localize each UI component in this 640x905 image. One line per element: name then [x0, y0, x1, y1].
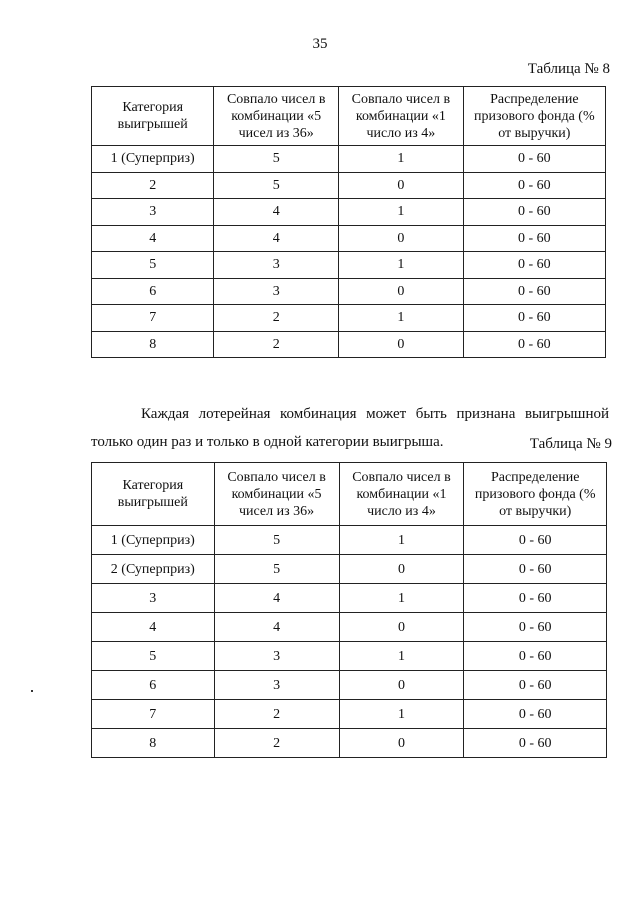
cell-prize-share: 0 - 60 — [464, 642, 607, 671]
cell-matches-1-of-4: 0 — [339, 555, 464, 584]
table-row — [92, 305, 606, 332]
cell-category: 6 — [92, 671, 215, 700]
table-row — [92, 172, 606, 199]
table-row — [92, 146, 606, 173]
prize-distribution-table-9 — [91, 462, 607, 758]
table-row — [92, 642, 607, 671]
cell-prize-share: 0 - 60 — [463, 252, 605, 279]
cell-matches-5-of-36: 2 — [214, 331, 339, 358]
cell-matches-5-of-36: 5 — [214, 555, 339, 584]
cell-matches-5-of-36: 3 — [214, 278, 339, 305]
cell-matches-5-of-36: 4 — [214, 199, 339, 226]
cell-category: 1 (Суперприз) — [92, 526, 215, 555]
cell-category: 7 — [92, 700, 215, 729]
cell-matches-5-of-36: 5 — [214, 146, 339, 173]
header-matches-5-of-36: Совпало чисел в комбинации «5 чисел из 36» — [214, 463, 339, 526]
table-row — [92, 555, 607, 584]
table-row — [92, 613, 607, 642]
table-row — [92, 700, 607, 729]
cell-matches-5-of-36: 5 — [214, 526, 339, 555]
table-row — [92, 526, 607, 555]
cell-prize-share: 0 - 60 — [463, 146, 605, 173]
header-category: Категория выигрышей — [92, 87, 214, 146]
cell-category: 3 — [92, 584, 215, 613]
cell-matches-1-of-4: 0 — [339, 172, 464, 199]
cell-matches-1-of-4: 0 — [339, 278, 464, 305]
cell-matches-1-of-4: 1 — [339, 199, 464, 226]
table-row — [92, 331, 606, 358]
header-matches-1-of-4: Совпало чисел в комбинации «1 число из 4» — [339, 87, 464, 146]
table-header-row — [92, 87, 606, 146]
cell-matches-5-of-36: 2 — [214, 729, 339, 758]
cell-matches-1-of-4: 0 — [339, 613, 464, 642]
cell-category: 7 — [92, 305, 214, 332]
cell-prize-share: 0 - 60 — [463, 305, 605, 332]
header-prize-fund-share: Распределение призового фонда (% от выручки) — [463, 87, 605, 146]
cell-matches-1-of-4: 1 — [339, 305, 464, 332]
cell-prize-share: 0 - 60 — [464, 700, 607, 729]
cell-matches-1-of-4: 0 — [339, 671, 464, 700]
cell-prize-share: 0 - 60 — [463, 172, 605, 199]
cell-matches-5-of-36: 4 — [214, 584, 339, 613]
cell-matches-5-of-36: 2 — [214, 700, 339, 729]
cell-matches-5-of-36: 4 — [214, 613, 339, 642]
cell-matches-1-of-4: 1 — [339, 700, 464, 729]
cell-category: 3 — [92, 199, 214, 226]
cell-prize-share: 0 - 60 — [464, 584, 607, 613]
cell-matches-5-of-36: 4 — [214, 225, 339, 252]
table-row — [92, 278, 606, 305]
cell-prize-share: 0 - 60 — [463, 199, 605, 226]
cell-category: 2 — [92, 172, 214, 199]
table-header-row — [92, 463, 607, 526]
cell-prize-share: 0 - 60 — [463, 225, 605, 252]
table-9-caption: Таблица № 9 — [529, 436, 612, 452]
cell-matches-1-of-4: 1 — [339, 252, 464, 279]
cell-category: 8 — [92, 331, 214, 358]
cell-matches-5-of-36: 3 — [214, 642, 339, 671]
table-row — [92, 225, 606, 252]
header-matches-5-of-36: Совпало чисел в комбинации «5 чисел из 36» — [214, 87, 339, 146]
table-8-caption: Таблица № 8 — [527, 61, 610, 77]
table-row — [92, 252, 606, 279]
cell-matches-5-of-36: 5 — [214, 172, 339, 199]
cell-matches-1-of-4: 1 — [339, 584, 464, 613]
page-number: 35 — [312, 36, 328, 52]
cell-prize-share: 0 - 60 — [464, 613, 607, 642]
cell-prize-share: 0 - 60 — [463, 331, 605, 358]
table-row — [92, 671, 607, 700]
cell-prize-share: 0 - 60 — [464, 671, 607, 700]
cell-category: 2 (Суперприз) — [92, 555, 215, 584]
cell-category: 5 — [92, 642, 215, 671]
cell-prize-share: 0 - 60 — [464, 526, 607, 555]
table-row — [92, 584, 607, 613]
scan-speck — [31, 690, 33, 692]
cell-category: 8 — [92, 729, 215, 758]
cell-prize-share: 0 - 60 — [464, 729, 607, 758]
cell-matches-5-of-36: 2 — [214, 305, 339, 332]
cell-prize-share: 0 - 60 — [463, 278, 605, 305]
header-category: Категория выигрышей — [92, 463, 215, 526]
prize-distribution-table-8 — [91, 86, 606, 358]
table-row — [92, 199, 606, 226]
header-prize-fund-share: Распределение призового фонда (% от выручки) — [464, 463, 607, 526]
cell-matches-1-of-4: 0 — [339, 225, 464, 252]
cell-matches-1-of-4: 1 — [339, 642, 464, 671]
cell-matches-5-of-36: 3 — [214, 252, 339, 279]
cell-category: 4 — [92, 225, 214, 252]
cell-category: 5 — [92, 252, 214, 279]
table-row — [92, 729, 607, 758]
cell-matches-5-of-36: 3 — [214, 671, 339, 700]
cell-category: 4 — [92, 613, 215, 642]
cell-matches-1-of-4: 0 — [339, 729, 464, 758]
cell-matches-1-of-4: 1 — [339, 146, 464, 173]
cell-matches-1-of-4: 1 — [339, 526, 464, 555]
header-matches-1-of-4: Совпало чисел в комбинации «1 число из 4» — [339, 463, 464, 526]
cell-prize-share: 0 - 60 — [464, 555, 607, 584]
cell-category: 1 (Суперприз) — [92, 146, 214, 173]
winning-combination-rule-paragraph: Каждая лотерейная комбинация может быть признана выигрышной только один раз и только в одной категории выигрыша. — [91, 406, 609, 450]
cell-matches-1-of-4: 0 — [339, 331, 464, 358]
cell-category: 6 — [92, 278, 214, 305]
